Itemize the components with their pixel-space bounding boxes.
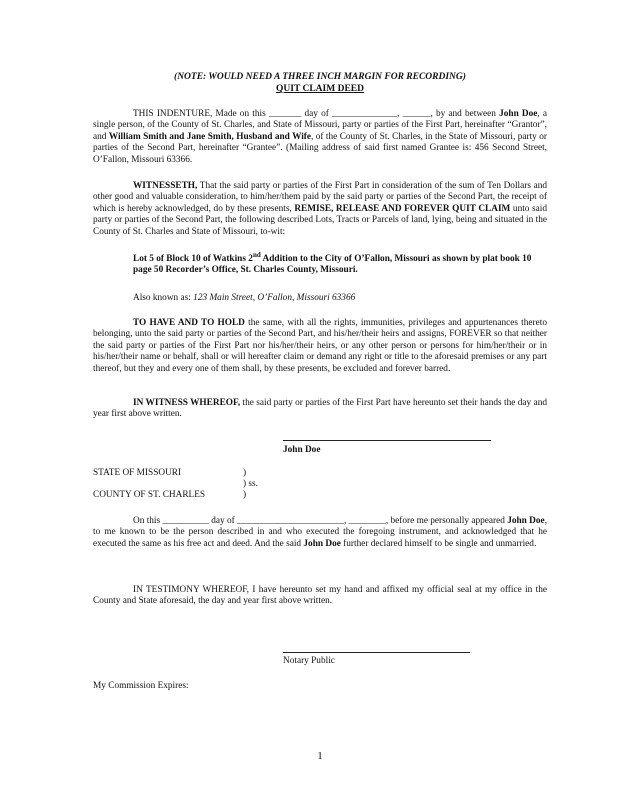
also-known-as (133, 293, 545, 304)
indenture-grantee-text: , of the County of St. Charles, in the State of Missouri, party or parties of the Second Part, hereinafter “Grantee”. (Mailing address of said first named Grantee is: 456 Second Street, O’Fallon, Missouri 63366. (93, 131, 547, 165)
page-number: 1 (317, 750, 323, 762)
commission-expires: My Commission Expires: (93, 681, 189, 691)
in-witness-text: the said party or parties of the First Part have hereunto set their hands the day and year first above written. (93, 398, 547, 420)
acknowledgment-name-1: John Doe (507, 516, 545, 526)
acknowledgment-text-c: further declared himself to be single and unmarried. (340, 538, 537, 549)
document-title: QUIT CLAIM DEED (276, 84, 364, 94)
witnesseth-paragraph (93, 181, 547, 238)
acknowledgment-text-b: , to me known to be the person described in and who executed the foregoing instrument, and acknowledged that he executed the same as his free act and deed. And the said (93, 516, 548, 549)
in-witness-paragraph (93, 398, 547, 421)
legal-description-lot: Lot 5 of Block 10 of Watkins 2 (133, 254, 253, 264)
acknowledgment-paragraph (93, 516, 547, 550)
property-address: 123 Main Street, O’Fallon, Missouri 63366 (193, 293, 356, 303)
acknowledgment-text-a: On this __________ day of _______________________, ________, before me personally appeared (133, 516, 508, 526)
habendum-text: the same, with all the rights, immunities, privileges and appurtenances thereto belonging, unto the said party or parties of the Second Part, and his/her/their heirs and assigns, FOREVER so that neither the said party or parties of the First Part nor his/her/their heirs, or any other person or persons for him/her/their or in his/her/their name or behalf, shall or will hereafter claim or demand any right or title to the aforesaid premises or any part thereof, but they and every one of them shall, by these presents, be excluded and forever barred. (93, 318, 547, 374)
acknowledgment-name-2: John Doe (303, 538, 341, 549)
grantor-name: John Doe (499, 109, 538, 119)
grantor-signature-line (283, 440, 491, 441)
notary-label: Notary Public (283, 656, 335, 666)
notary-signature-line (283, 652, 470, 653)
witnesseth-text-b: unto said party or parties of the Second Part, the following described Lots, Tracts or Parcels of land, lying, being and situated in the County of St. Charles and State of Missouri, to-wit: (93, 203, 548, 237)
also-known-as-label: Also known as: (133, 293, 194, 303)
habendum-paragraph (93, 318, 547, 375)
legal-description-rest: Addition to the City of O’Fallon, Missouri as shown by plat book 10 page 50 Recorder’s Office, St. Charles County, Missouri. (133, 254, 532, 276)
in-witness-lead: IN WITNESS WHEREOF, (133, 398, 241, 408)
recording-margin-note: (NOTE: WOULD NEED A THREE INCH MARGIN FOR RECORDING) (174, 72, 466, 82)
witnesseth-text-a: That the said party or parties of the First Part in consideration of the sum of Ten Dollars and other good and valuable consideration, to him/her/them paid by the said party or parties of the Second Part, the receipt of which is hereby acknowledged, do by these presents, (93, 181, 547, 214)
venue-paren-2: ) (243, 490, 247, 500)
grantee-name: William Smith and Jane Smith, Husband and Wife (108, 131, 312, 142)
legal-description-ordinal: nd (252, 250, 261, 259)
venue-county: COUNTY OF ST. CHARLES (93, 490, 206, 500)
testimony-paragraph: IN TESTIMONY WHEREOF, I have hereunto set my hand and affixed my official seal at my office in the County and State aforesaid, the day and year first above written. (93, 585, 547, 607)
indenture-opening: THIS INDENTURE, Made on this _______ day of ______________, ______, by and between (133, 109, 496, 119)
grantor-signature-name: John Doe (283, 445, 321, 455)
venue-paren-1: ) (243, 468, 247, 478)
remise-release-clause: REMISE, RELEASE AND FOREVER QUIT CLAIM (294, 203, 511, 214)
legal-description (133, 250, 545, 277)
habendum-lead: TO HAVE AND TO HOLD (133, 318, 245, 328)
venue-ss: ) ss. (243, 479, 258, 489)
venue-state: STATE OF MISSOURI (93, 468, 182, 478)
witnesseth-lead: WITNESSETH, (133, 181, 198, 191)
indenture-paragraph (93, 109, 547, 166)
indenture-grantor-text: , a single person, of the County of St. Charles, and State of Missouri, party or parties of the First Part, hereinafter “Grantor”, and (93, 109, 547, 142)
